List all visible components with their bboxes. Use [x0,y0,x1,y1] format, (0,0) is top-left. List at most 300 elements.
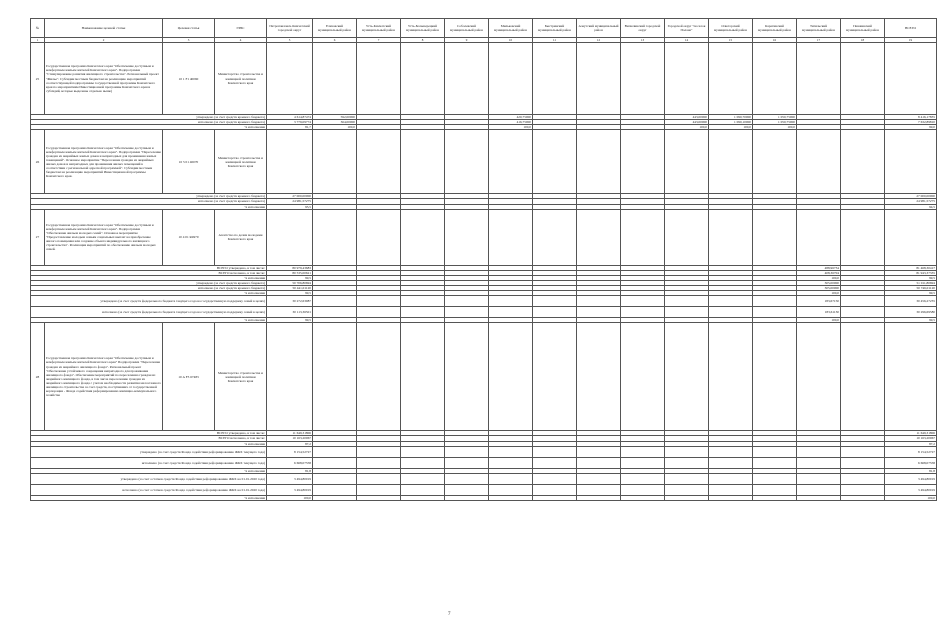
header-row [31,19,937,38]
value-cell: 592,00000 [313,115,357,120]
value-cell [621,296,665,307]
row-label: % исполнения [31,275,267,280]
value-cell [533,296,577,307]
value-cell [445,495,489,500]
value-cell: 50 441,01120 [267,286,313,291]
column-header: Наименование целевой статьи [45,19,163,38]
cell [665,209,709,265]
cell [357,130,401,194]
value-cell [665,495,709,500]
value-cell: 81,8 [885,468,937,473]
value-cell [753,484,797,495]
value-cell: 3 494,80019 [267,484,313,495]
cell [489,43,533,115]
column-header: Петропавловск-Камчатский городской округ [267,19,313,38]
cell [445,209,489,265]
section-number: 25 [31,43,45,115]
value-cell: 4 614,87474 [267,115,313,120]
value-cell [797,473,841,484]
value-cell: 1 050,75000 [753,115,797,120]
value-cell [709,446,753,457]
value-cell: 51 011,80694 [885,280,937,285]
section-name: Государственная программа Камчатского края "Обеспечение доступным и комфортным жильем жителей Камчатского края". Подпрограмма "Стимулирование развития жилищного строительства". Региональный проект "Жилье". Субсидии местным бюджетам на реализацию мероприятий соответствующей подпрограммы государственной программы Камчатского края по мероприятиям Инвестиционной программы Камчатского края и субсидий, которые выделены отдельно выше) [45,43,163,115]
value-cell: 99,5 [885,275,937,280]
column-number: 8 [401,38,445,43]
value-cell: 30 456,27235 [885,296,937,307]
section-row [31,130,937,194]
column-header: Алеутский муниципальный район [577,19,621,38]
value-cell [577,296,621,307]
value-cell [401,457,445,468]
value-cell: 81,8 [267,468,313,473]
column-header: Елизовский муниципальный район [313,19,357,38]
section-name: Государственная программа Камчатского края "Обеспечение доступным и комфортным жильем жителей Камчатского края" Подпрограмма "Переселение граждан из аварийного жилищного фонда". Региональный проект "Обеспечение устойчивого сокращения непригодного для проживания жилищного фонда". Обеспечение мероприятий по переселению граждан из аварийного жилищного фонда, в том числе переселению граждан из аварийного жилищного фонда с учетом необходимости развития малоэтажного жилищного строительства за счет средств, поступивших от государственной корпорации - Фонда содействия реформированию жилищно-коммунального хозяйства [45,323,163,431]
value-cell [665,446,709,457]
cell [489,130,533,194]
cell [797,130,841,194]
cell [357,323,401,431]
cell [709,43,753,115]
value-cell [709,307,753,318]
cell [313,209,357,265]
column-header: Городской округ "поселок Палана" [665,19,709,38]
row-label: исполнено (за счет средств краевого бюджета) [31,120,267,125]
value-cell: 99,5 [885,291,937,296]
page-number: 7 [448,612,451,617]
column-number: 10 [489,38,533,43]
column-header: Карагинский муниципальный район [753,19,797,38]
cell [709,323,753,431]
value-cell: 100,0 [709,125,753,130]
cell [577,43,621,115]
row-label: исполнено (за счет средств федерального бюджета текущего года на государственную поддержку семей в целях) [31,307,267,318]
cell [885,209,937,265]
value-cell [797,446,841,457]
row-label: исполнено (за счет средств краевого бюджета) [31,286,267,291]
row-label: % исполнения [31,125,267,130]
value-cell: 100,0 [665,125,709,130]
value-cell: 100,0 [753,125,797,130]
value-cell [753,495,797,500]
value-cell: 81,7 [267,125,313,130]
value-cell: 81 943,37335 [885,270,937,275]
value-cell [797,484,841,495]
value-row [31,484,937,495]
value-cell: 100,0 [797,291,841,296]
column-header: Олюторский муниципальный район [709,19,753,38]
value-cell [313,457,357,468]
value-cell: 100,0 [313,125,357,130]
value-cell: 100,0 [797,275,841,280]
value-cell [489,473,533,484]
value-cell [533,457,577,468]
value-cell [489,446,533,457]
value-cell: 80 979,43683 [267,265,313,270]
value-cell [313,473,357,484]
cell [401,43,445,115]
value-cell [621,473,665,484]
value-cell [665,457,709,468]
value-cell [753,457,797,468]
column-number: 11 [533,38,577,43]
column-number: 19 [885,38,937,43]
column-header: № [31,19,45,38]
value-cell: 81 468,30417 [885,265,937,270]
value-cell [445,307,489,318]
value-cell [489,495,533,500]
value-cell [401,307,445,318]
value-cell: 30 296,69580 [885,307,937,318]
value-cell: 10 163,20067 [885,436,937,441]
column-number: 1 [31,38,45,43]
value-cell: 99,5 [267,291,313,296]
value-cell [621,484,665,495]
cell [445,130,489,194]
target-code: 10 5 01 40070 [163,130,215,194]
value-cell [489,307,533,318]
column-number: 13 [621,38,665,43]
value-cell [577,307,621,318]
row-label: % исполнения [31,204,267,209]
value-cell: 87,2 [885,441,937,446]
value-cell: 8 154,52727 [885,446,937,457]
cell [357,43,401,115]
value-cell [357,473,401,484]
cell [753,130,797,194]
value-cell [577,484,621,495]
value-cell: 27 000,00000 [885,194,937,199]
value-cell: 364,00000 [313,120,357,125]
value-cell: 408,36704 [797,270,841,275]
value-cell [489,296,533,307]
cell [841,209,885,265]
value-cell [621,307,665,318]
value-cell [577,457,621,468]
section-number: 26 [31,130,45,194]
value-cell: 420,75000 [489,115,533,120]
value-cell: 87,2 [267,441,313,446]
cell [841,323,885,431]
column-header: Усть-Большерецкий муниципальный район [401,19,445,38]
cell [797,323,841,431]
value-cell [401,473,445,484]
value-cell [313,495,357,500]
value-cell [841,307,885,318]
value-cell [357,446,401,457]
value-cell: 99,0 [885,125,937,130]
cell [533,43,577,115]
cell [267,209,313,265]
value-cell [533,484,577,495]
column-number: 16 [753,38,797,43]
value-cell [709,457,753,468]
value-cell [313,446,357,457]
column-number: 4 [215,38,267,43]
value-cell [577,446,621,457]
value-cell [841,473,885,484]
grbs: Агентство по делам молодежи Камчатского края [215,209,267,265]
row-label: утверждено (за счет средств краевого бюджета) [31,280,267,285]
row-label: % исполнения [31,468,267,473]
cell [533,209,577,265]
column-header: Быстринский муниципальный район [533,19,577,38]
target-code: 10 1 F1 40060 [163,43,215,115]
value-cell [665,473,709,484]
value-cell: 80 535,00621 [267,270,313,275]
value-cell: 3 779,09774 [267,120,313,125]
section-number: 27 [31,209,45,265]
value-cell: 11 649,31806 [267,431,313,436]
value-cell [665,307,709,318]
cell [313,323,357,431]
value-cell: 11 649,31806 [885,431,937,436]
value-cell: 10 163,20067 [267,436,313,441]
cell [753,323,797,431]
value-cell: 8 154,52727 [267,446,313,457]
row-label: ВСЕГО исполнено, в том числе: [31,436,267,441]
value-cell: 1 050,75000 [753,120,797,125]
value-cell [709,473,753,484]
column-number: 3 [163,38,215,43]
cell [401,130,445,194]
value-cell: 93,5 [267,204,313,209]
value-cell [753,446,797,457]
row-label: исполнено (за счет средств Фонда содействия реформированию ЖКХ текущего года) [31,457,267,468]
value-cell: 7 632,89810 [885,120,937,125]
value-cell [445,484,489,495]
value-cell [841,495,885,500]
value-cell [577,495,621,500]
value-cell: 416,75000 [489,120,533,125]
value-cell [841,446,885,457]
value-cell: 3 494,80019 [885,484,937,495]
value-cell: 100,0 [267,495,313,500]
column-header: Тигильский муниципальный район [797,19,841,38]
row-label: % исполнения [31,495,267,500]
value-cell: 443,00000 [665,115,709,120]
value-cell [357,484,401,495]
cell [841,43,885,115]
value-cell [753,296,797,307]
grbs: Министерство строительства и жилищной политики Камчатского края [215,130,267,194]
column-number: 14 [665,38,709,43]
row-label: ВСЕГО утверждено, в том числе: [31,431,267,436]
column-header: Усть-Камчатский муниципальный район [357,19,401,38]
value-cell: 30 113,36501 [267,307,313,318]
value-cell: 24 981,57275 [885,199,937,204]
value-cell [841,484,885,495]
cell [621,323,665,431]
cell [313,43,357,115]
cell [885,43,937,115]
row-label: исполнено (за счет остатков средств Фонда содействия реформированию ЖКХ на 01.01.2020 года) [31,484,267,495]
column-header: Вилючинский городской округ [621,19,665,38]
column-number: 12 [577,38,621,43]
column-number: 2 [45,38,163,43]
value-cell [401,495,445,500]
value-cell [401,296,445,307]
value-cell: 8 416,17835 [885,115,937,120]
column-number: 5 [267,38,313,43]
column-header: ГРБС [215,19,267,38]
cell [621,43,665,115]
value-cell [709,484,753,495]
value-row [31,296,937,307]
value-cell [533,495,577,500]
cell [313,130,357,194]
row-label: % исполнения [31,291,267,296]
value-cell: 30 272,63087 [267,296,313,307]
value-cell [357,457,401,468]
cell [797,43,841,115]
value-row [31,446,937,457]
value-cell: 100,0 [885,495,937,500]
value-cell [753,473,797,484]
cell [577,323,621,431]
value-cell: 27 000,00000 [267,194,313,199]
value-cell: 99,5 [267,318,313,323]
column-header: Пенжинский муниципальный район [841,19,885,38]
row-label: % исполнения [31,318,267,323]
value-cell [313,484,357,495]
value-cell [841,296,885,307]
value-cell [621,495,665,500]
value-cell [797,457,841,468]
cell [489,209,533,265]
column-number: 18 [841,38,885,43]
value-cell [445,296,489,307]
cell [885,130,937,194]
cell [621,130,665,194]
value-cell: 50 746,01120 [885,286,937,291]
row-label: ВСЕГО утверждено, в том числе: [31,265,267,270]
value-row [31,473,937,484]
section-name: Государственная программа Камчатского края "Обеспечение доступным и комфортным жильем жителей Камчатского края". Подпрограмма "Обеспечение жильем молодых семей". Основное мероприятие "Предоставление молодым семьям социальных выплат на приобретение жилого помещения или создание объекта индивидуального жилищного строительства". Реализация мероприятий по обеспечению жильем молодых семей. [45,209,163,265]
row-label: утверждено (за счет средств краевого бюджета) [31,115,267,120]
section-number: 28 [31,323,45,431]
value-cell: 99,5 [885,318,937,323]
section-row [31,43,937,115]
value-cell: 183,61130 [797,307,841,318]
column-number: 7 [357,38,401,43]
cell [401,209,445,265]
value-cell: 6 668,07558 [267,457,313,468]
value-cell [709,296,753,307]
section-row [31,209,937,265]
value-cell [841,457,885,468]
value-cell: 3 494,80019 [885,473,937,484]
row-label: утверждено (за счет средств федерального бюджета текущего года на государственную поддержку семей в целях) [31,296,267,307]
value-cell: 6 668,07558 [885,457,937,468]
value-cell [621,446,665,457]
value-cell: 183,67150 [797,296,841,307]
value-cell [357,307,401,318]
section-name: Государственная программа Камчатского края "Обеспечение доступным и комфортным жильем жителей Камчатского края". Подпрограмма "Переселение граждан из аварийных жилых домов и непригодных для проживания жилых помещений". Основное мероприятие "Переселение граждан из аварийных жилых домов и непригодных для проживания жилых помещений в соответствии с региональной адресной программой". Субсидии местным бюджетам на реализацию мероприятий Инвестиционной программы Камчатского края. [45,130,163,194]
value-cell: 50 706,80694 [267,280,313,285]
report-table [30,18,937,501]
row-label: утверждено (за счет остатков средств Фонда содействия реформированию ЖКХ на 01.01.2020 года) [31,473,267,484]
cell [665,323,709,431]
column-header: Целевая статья [163,19,215,38]
value-cell: 1 090,10000 [709,120,753,125]
value-cell [665,296,709,307]
value-cell [313,296,357,307]
value-cell [533,307,577,318]
column-header: Мильковский муниципальный район [489,19,533,38]
value-cell [445,457,489,468]
value-cell [445,446,489,457]
cell [267,43,313,115]
value-cell [489,457,533,468]
value-cell [577,473,621,484]
cell [267,323,313,431]
value-cell [489,484,533,495]
row-label: исполнено (за счет средств краевого бюджета) [31,199,267,204]
cell [489,323,533,431]
value-row [31,495,937,500]
value-cell: 488,96734 [797,265,841,270]
value-cell: 1 090,70000 [709,115,753,120]
value-cell [665,484,709,495]
value-cell: 3 494,80019 [267,473,313,484]
target-code: 10 4 01 R4970 [163,209,215,265]
grbs: Министерство строительства и жилищной политики Камчатского края [215,323,267,431]
value-cell [621,457,665,468]
row-label: утверждено (за счет средств краевого бюджета) [31,194,267,199]
cell [533,130,577,194]
cell [267,130,313,194]
value-row [31,307,937,318]
column-header: ВСЕГО [885,19,937,38]
value-cell: 94,5 [885,204,937,209]
section-row [31,323,937,431]
value-cell: 305,00000 [797,286,841,291]
target-code: 10 А F3 67483 [163,323,215,431]
cell [885,323,937,431]
cell [577,130,621,194]
value-cell: 100,0 [797,318,841,323]
value-cell [753,307,797,318]
value-cell [401,446,445,457]
value-cell [533,446,577,457]
cell [445,323,489,431]
value-cell [313,307,357,318]
grbs: Министерство строительства и жилищной политики Камчатского края [215,43,267,115]
cell [753,43,797,115]
cell [357,209,401,265]
cell [797,209,841,265]
value-row [31,457,937,468]
column-number: 6 [313,38,357,43]
cell [577,209,621,265]
cell [665,43,709,115]
value-cell [797,495,841,500]
column-number: 9 [445,38,489,43]
column-header: Соболевский муниципальный район [445,19,489,38]
cell [445,43,489,115]
cell [709,130,753,194]
cell [709,209,753,265]
value-cell [533,473,577,484]
value-cell: 100,0 [489,125,533,130]
cell [665,130,709,194]
row-label: ВСЕГО исполнено, в том числе: [31,270,267,275]
value-cell: 443,00000 [665,120,709,125]
value-cell [357,495,401,500]
value-cell: 99,5 [267,275,313,280]
cell [753,209,797,265]
row-label: % исполнения [31,441,267,446]
